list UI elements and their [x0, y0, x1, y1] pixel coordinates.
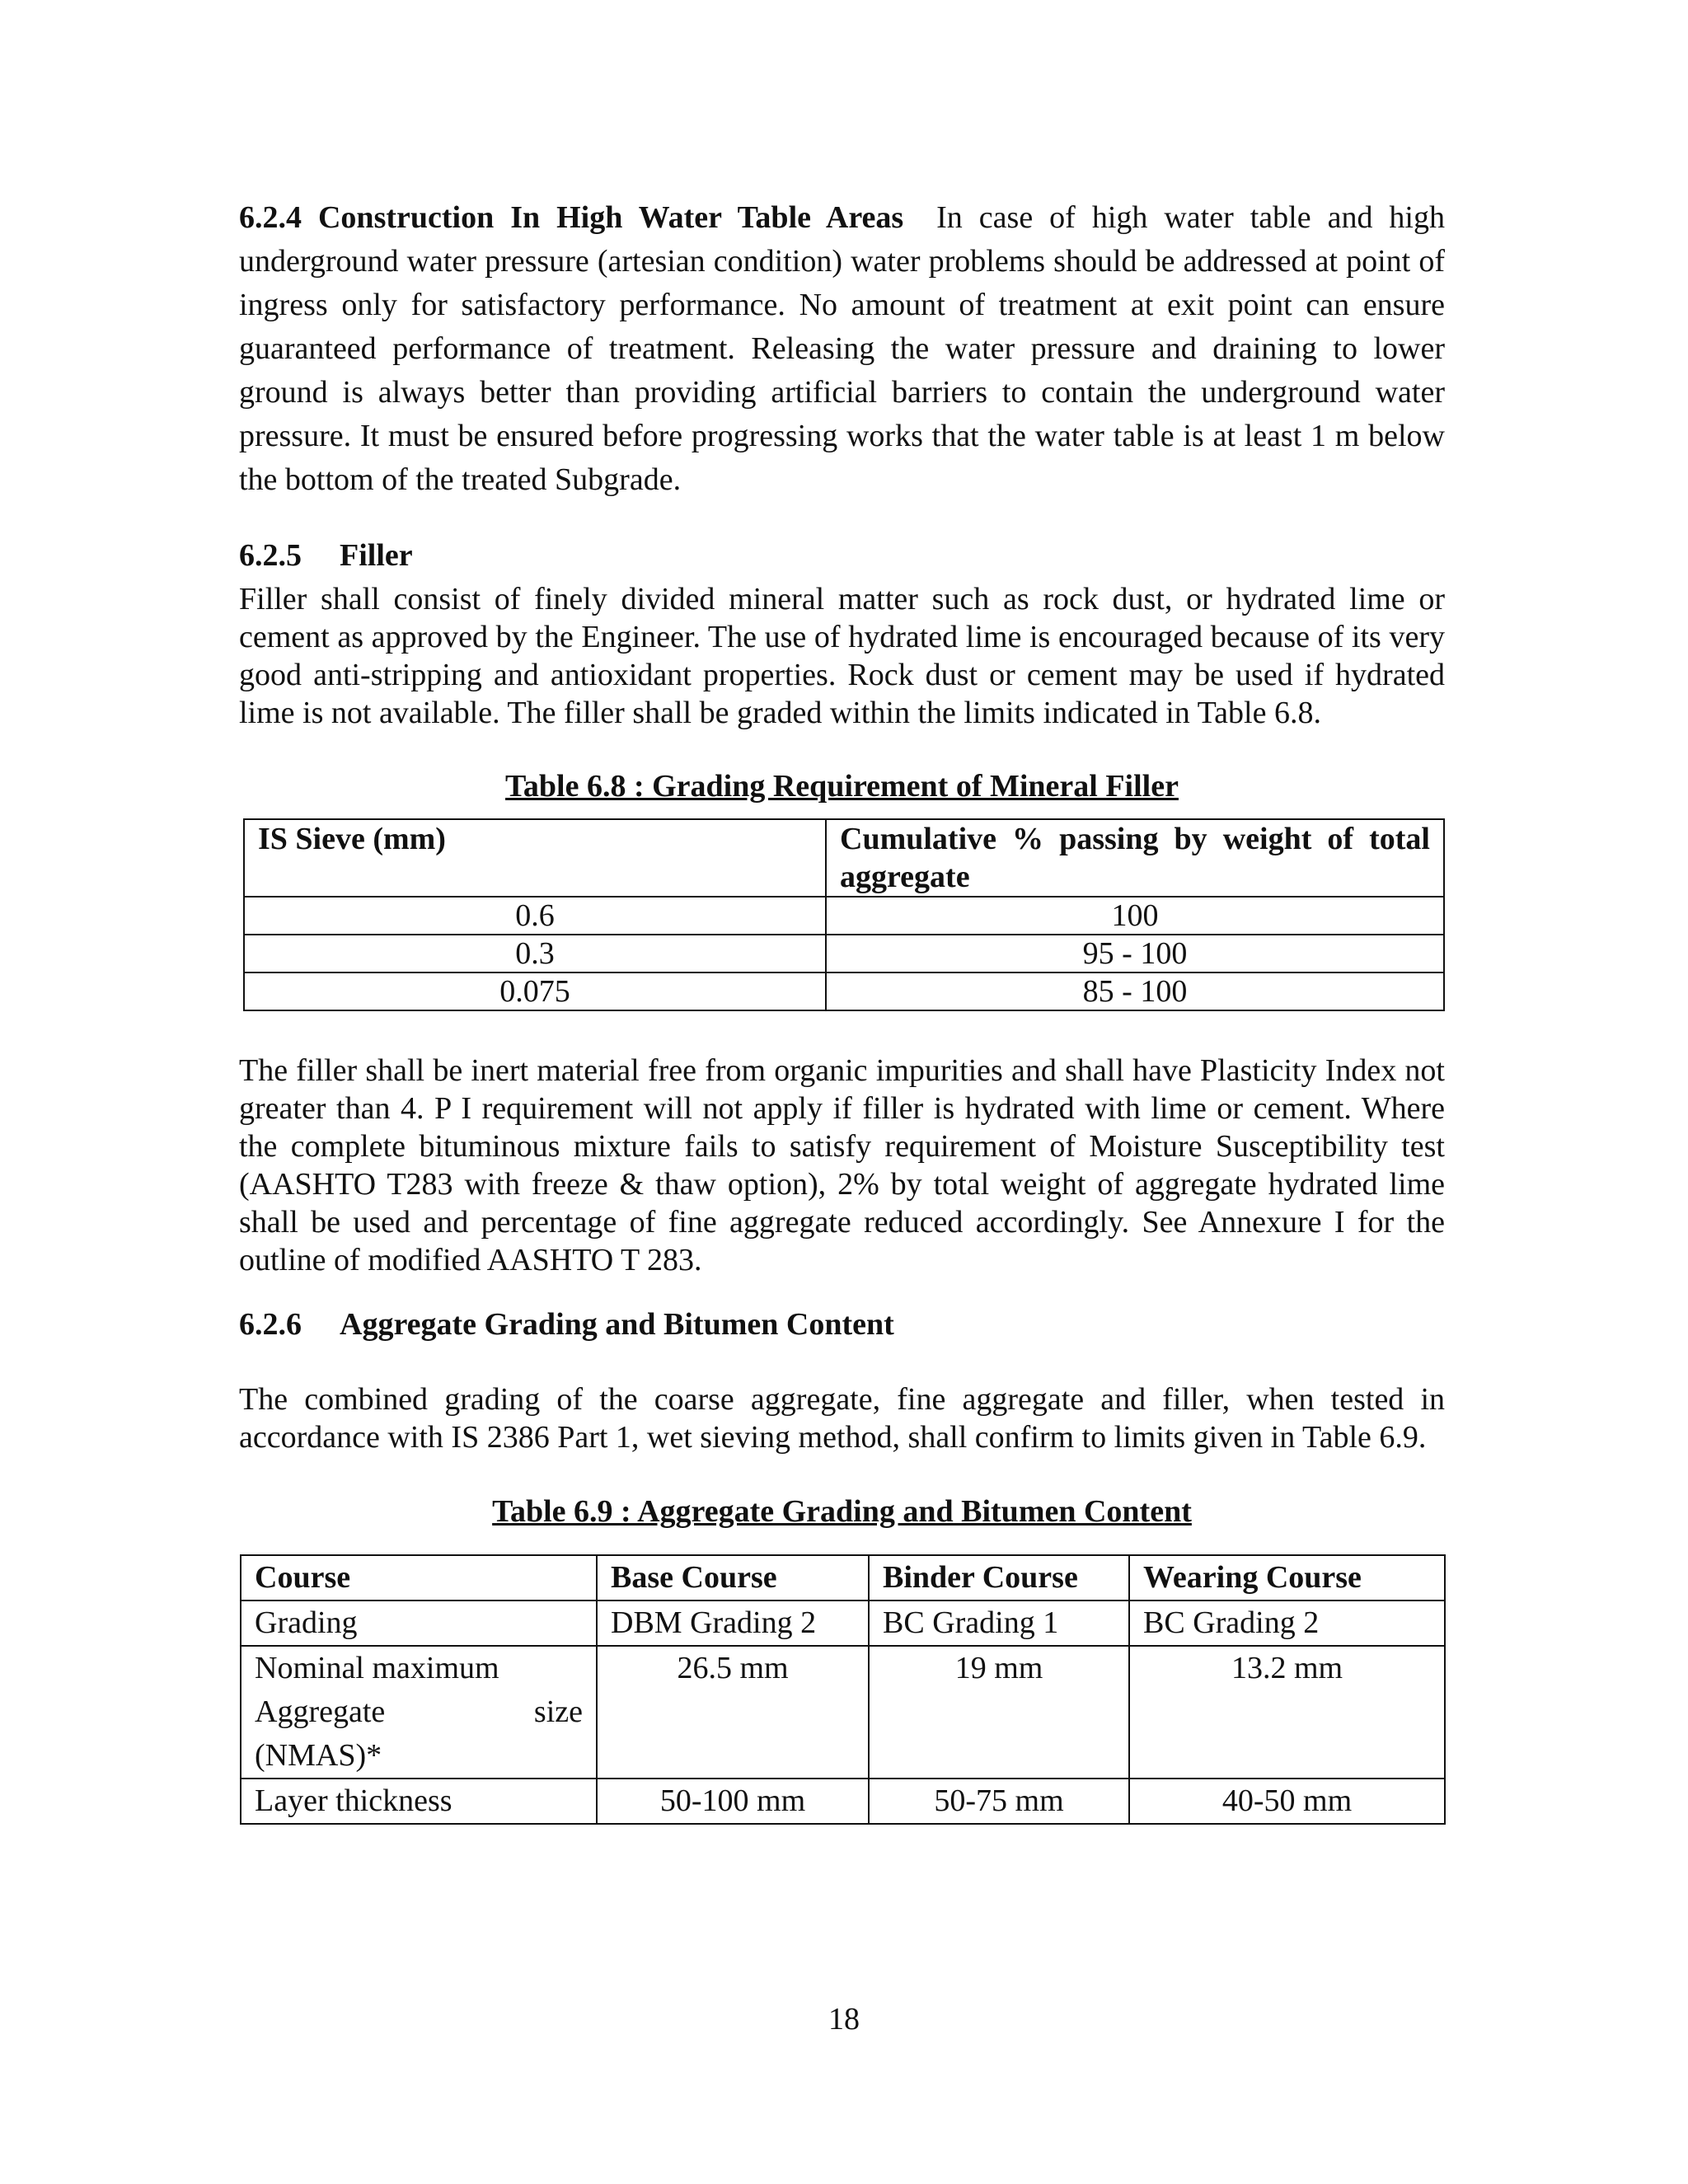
table-header-cell: Wearing Course — [1129, 1555, 1445, 1601]
table-cell: 50-100 mm — [597, 1779, 869, 1824]
table-cell: 0.3 — [244, 935, 826, 972]
table-cell: 100 — [826, 897, 1444, 935]
table-6-9 — [240, 1554, 1446, 1825]
table-header-row — [241, 1555, 1445, 1601]
page-number: 18 — [828, 2002, 860, 2036]
table-row — [241, 1779, 1445, 1824]
table-6-9-caption: Table 6.9 : Aggregate Grading and Bitumen Content — [492, 1494, 1192, 1529]
table-cell: 40-50 mm — [1129, 1779, 1445, 1824]
table-row — [244, 935, 1444, 972]
table-row — [244, 972, 1444, 1010]
section-6-2-4-heading: 6.2.4 Construction In High Water Table Areas — [239, 200, 904, 235]
section-6-2-5-heading — [239, 537, 413, 574]
table-header-cell: Course — [241, 1555, 597, 1601]
table-cell — [241, 1646, 597, 1779]
table-cell: Grading — [241, 1601, 597, 1646]
table-header-cell: Cumulative % passing by weight of total aggregate — [826, 819, 1444, 897]
table-cell: 13.2 mm — [1129, 1646, 1445, 1779]
table-header-cell: Base Course — [597, 1555, 869, 1601]
filler-note: The filler shall be inert material free from organic impurities and shall have Plasticity Index not greater than 4. P I requirement will not apply if filler is hydrated with lime or cement. Where the complete bituminous mixture fails to satisfy requirement of Moisture Susceptibility test (AASHTO T283 with freeze & thaw option), 2% by total weight of aggregate hydrated lime shall be used and percentage of fine aggregate reduced accordingly. See Annexure I for the outline of modified AASHTO T 283. — [239, 1053, 1445, 1277]
section-number: 6.2.5 — [239, 538, 302, 573]
nmas-label-line: Nominal maximum — [255, 1651, 499, 1685]
table-header-cell: Binder Course — [869, 1555, 1129, 1601]
table-cell: Layer thickness — [241, 1779, 597, 1824]
table-cell: DBM Grading 2 — [597, 1601, 869, 1646]
table-header-row — [244, 819, 1444, 897]
section-6-2-4 — [239, 196, 1445, 502]
table-cell: 0.6 — [244, 897, 826, 935]
section-6-2-6-body: The combined grading of the coarse aggregate, fine aggregate and filler, when tested in accordance with IS 2386 Part 1, wet sieving method, shall confirm to limits given in Table 6.9. — [239, 1382, 1445, 1455]
table-row — [244, 897, 1444, 935]
nmas-label-word: size — [533, 1694, 583, 1729]
section-6-2-4-body: In case of high water table and high underground water pressure (artesian condition) water problems should be addressed at point of ingress only for satisfactory performance. No amount of treatment at exit point can ensure guaranteed performance of treatment. Releasing the water pressure and draining to lower ground is always better than providing artificial barriers to contain the underground water pressure. It must be ensured before progressing works that the water table is at least 1 m below the bottom of the treated Subgrade. — [239, 200, 1445, 497]
table-row — [241, 1646, 1445, 1779]
table-cell: 19 mm — [869, 1646, 1129, 1779]
nmas-label-line — [255, 1690, 583, 1734]
table-cell: 50-75 mm — [869, 1779, 1129, 1824]
table-header-cell: IS Sieve (mm) — [244, 819, 826, 897]
section-number: 6.2.6 — [239, 1307, 302, 1342]
section-6-2-5-body: Filler shall consist of finely divided mineral matter such as rock dust, or hydrated lime or cement as approved by the Engineer. The use of hydrated lime is encouraged because of its very good anti-stripping and antioxidant properties. Rock dust or cement may be used if hydrated lime is not available. The filler shall be graded within the limits indicated in Table 6.8. — [239, 582, 1445, 730]
table-6-8-caption: Table 6.8 : Grading Requirement of Mineral Filler — [505, 769, 1179, 804]
table-cell: 95 - 100 — [826, 935, 1444, 972]
section-6-2-6-heading — [239, 1306, 894, 1343]
table-6-8 — [243, 818, 1445, 1011]
table-cell: 26.5 mm — [597, 1646, 869, 1779]
table-cell: 0.075 — [244, 972, 826, 1010]
nmas-label-word: Aggregate — [255, 1694, 386, 1729]
section-title: Filler — [340, 538, 413, 573]
nmas-label-line: (NMAS)* — [255, 1738, 382, 1773]
table-cell: BC Grading 1 — [869, 1601, 1129, 1646]
table-row — [241, 1601, 1445, 1646]
section-title: Aggregate Grading and Bitumen Content — [340, 1307, 894, 1342]
table-cell: BC Grading 2 — [1129, 1601, 1445, 1646]
table-cell: 85 - 100 — [826, 972, 1444, 1010]
